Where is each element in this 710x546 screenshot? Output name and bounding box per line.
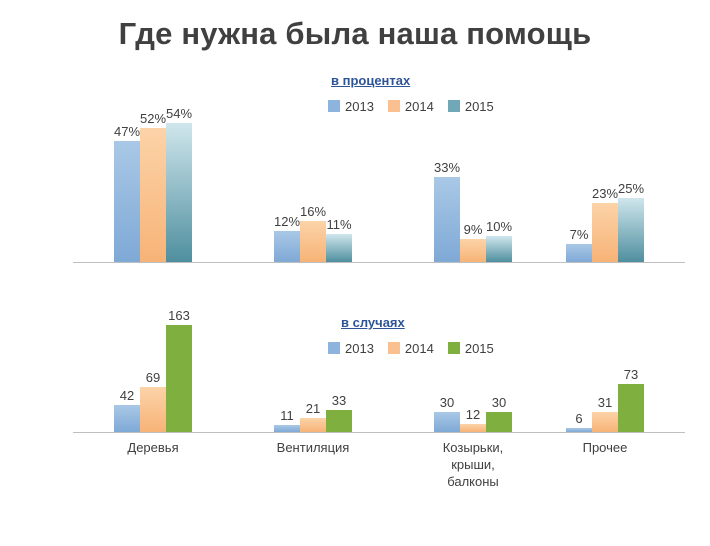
bar-2015[interactable] bbox=[486, 394, 512, 432]
bar-rect[interactable] bbox=[326, 410, 352, 432]
bar-2013[interactable] bbox=[434, 394, 460, 432]
bar-rect[interactable] bbox=[592, 203, 618, 262]
legend-label-2013: 2013 bbox=[345, 98, 374, 114]
bar-rect[interactable] bbox=[140, 387, 166, 432]
cases-plot-area bbox=[25, 307, 685, 433]
category-label-line2: крыши, bbox=[451, 456, 495, 472]
bar-2014[interactable] bbox=[299, 203, 327, 262]
bar-label: 21 bbox=[305, 400, 321, 416]
bar-2013[interactable] bbox=[273, 213, 301, 262]
bar-2015[interactable] bbox=[485, 218, 513, 262]
bar-label: 6 bbox=[575, 410, 583, 426]
category-label-ventilyaciya bbox=[233, 439, 393, 456]
bar-rect[interactable] bbox=[618, 384, 644, 432]
bar-label: 11% bbox=[326, 216, 352, 232]
bar-label: 73 bbox=[623, 366, 639, 382]
bar-rect[interactable] bbox=[486, 412, 512, 432]
bar-rect[interactable] bbox=[326, 234, 352, 262]
bar-2015[interactable] bbox=[326, 216, 352, 262]
bar-rect[interactable] bbox=[300, 221, 326, 262]
percent-chart-subtitle: в процентах bbox=[331, 72, 411, 88]
legend-label-2015: 2015 bbox=[464, 98, 494, 114]
bar-label: 7% bbox=[569, 226, 589, 242]
bar-rect[interactable] bbox=[166, 325, 192, 432]
bar-rect[interactable] bbox=[114, 405, 140, 432]
bar-group-prochee bbox=[525, 73, 685, 262]
bar-rect[interactable] bbox=[274, 425, 300, 432]
page-title: Где нужна была наша помощь bbox=[118, 16, 592, 51]
category-label-line1: Прочее bbox=[582, 439, 628, 455]
bar-rect[interactable] bbox=[460, 239, 486, 262]
bar-label: 9% bbox=[463, 221, 483, 237]
bar-group-ventilyaciya bbox=[233, 73, 393, 262]
bar-label: 69 bbox=[145, 369, 161, 385]
bar-group-derevya bbox=[73, 307, 233, 432]
bar-2014[interactable] bbox=[140, 369, 166, 432]
percent-axis-line bbox=[73, 262, 685, 263]
bar-label: 25% bbox=[617, 180, 645, 196]
bar-2014[interactable] bbox=[591, 185, 619, 262]
category-label-line1: Козырьки, bbox=[442, 439, 504, 455]
legend-label-2014: 2014 bbox=[404, 98, 434, 114]
percent-plot-area bbox=[25, 73, 685, 263]
bar-label: 12 bbox=[465, 406, 481, 422]
cases-chart-subtitle: в случаях bbox=[341, 314, 405, 330]
bar-label: 12% bbox=[273, 213, 301, 229]
bar-2015[interactable] bbox=[326, 392, 352, 432]
bar-label: 47% bbox=[113, 123, 141, 139]
bar-2013[interactable] bbox=[274, 407, 300, 432]
category-label-line3: балконы bbox=[447, 473, 499, 489]
bar-rect[interactable] bbox=[140, 128, 166, 262]
bar-label: 163 bbox=[168, 307, 190, 323]
cases-chart bbox=[25, 307, 685, 521]
category-label-line1: Деревья bbox=[127, 439, 179, 455]
bar-2015[interactable] bbox=[617, 180, 645, 262]
category-label-line1: Вентиляция bbox=[276, 439, 350, 455]
legend-label-2014: 2014 bbox=[404, 340, 434, 356]
bar-label: 52% bbox=[139, 110, 167, 126]
percent-chart bbox=[25, 73, 685, 273]
category-label-prochee bbox=[525, 439, 685, 456]
bar-rect[interactable] bbox=[114, 141, 140, 262]
bar-label: 23% bbox=[591, 185, 619, 201]
bar-rect[interactable] bbox=[434, 177, 460, 262]
bar-2015[interactable] bbox=[165, 105, 193, 262]
bar-label: 30 bbox=[439, 394, 455, 410]
cases-axis-line bbox=[73, 432, 685, 433]
bar-label: 33 bbox=[331, 392, 347, 408]
category-label-derevya bbox=[73, 439, 233, 456]
bar-2013[interactable] bbox=[113, 123, 141, 262]
legend-label-2015: 2015 bbox=[464, 340, 494, 356]
bar-2015[interactable] bbox=[618, 366, 644, 432]
bar-group-derevya bbox=[73, 73, 233, 262]
bar-2013[interactable] bbox=[433, 159, 461, 262]
bar-rect[interactable] bbox=[486, 236, 512, 262]
bar-group-ventilyaciya bbox=[233, 311, 393, 432]
bar-rect[interactable] bbox=[434, 412, 460, 432]
bar-rect[interactable] bbox=[166, 123, 192, 262]
bar-label: 16% bbox=[299, 203, 327, 219]
bar-label: 54% bbox=[165, 105, 193, 121]
bar-rect[interactable] bbox=[592, 412, 618, 432]
bar-label: 11 bbox=[280, 407, 294, 423]
legend-label-2013: 2013 bbox=[345, 340, 374, 356]
bar-rect[interactable] bbox=[274, 231, 300, 262]
bar-2015[interactable] bbox=[166, 307, 192, 432]
bar-2014[interactable] bbox=[460, 221, 486, 262]
bar-2013[interactable] bbox=[114, 387, 140, 432]
bar-2014[interactable] bbox=[592, 394, 618, 432]
bar-2014[interactable] bbox=[300, 400, 326, 432]
bar-label: 33% bbox=[433, 159, 461, 175]
bar-rect[interactable] bbox=[566, 428, 592, 432]
bar-2013[interactable] bbox=[566, 410, 592, 432]
bar-rect[interactable] bbox=[618, 198, 644, 262]
bar-rect[interactable] bbox=[300, 418, 326, 432]
bar-rect[interactable] bbox=[566, 244, 592, 262]
bar-label: 10% bbox=[485, 218, 513, 234]
bar-2014[interactable] bbox=[139, 110, 167, 262]
bar-rect[interactable] bbox=[460, 424, 486, 432]
bar-label: 42 bbox=[119, 387, 135, 403]
bar-label: 31 bbox=[597, 394, 613, 410]
bar-group-prochee bbox=[525, 311, 685, 432]
bar-2014[interactable] bbox=[460, 406, 486, 432]
bar-label: 30 bbox=[491, 394, 507, 410]
bar-2013[interactable] bbox=[566, 226, 592, 262]
